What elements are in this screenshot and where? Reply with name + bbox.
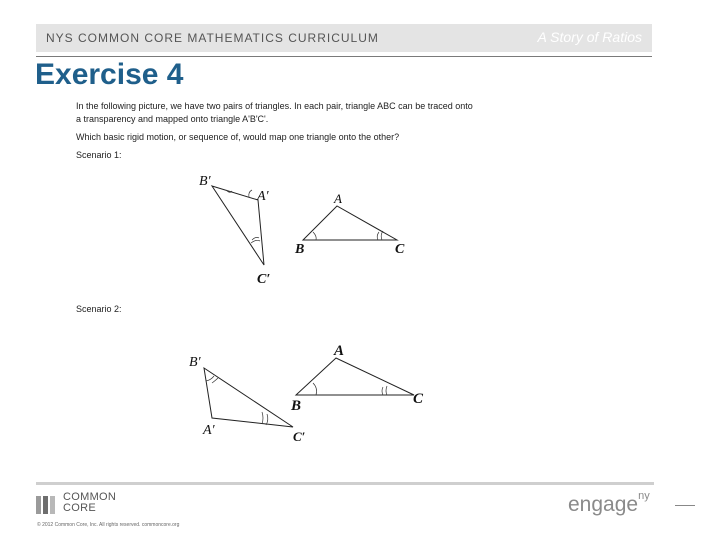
logo-line-2: CORE	[63, 502, 96, 514]
copyright-notice: © 2012 Common Core, Inc. All rights reserved. commoncore.org	[37, 522, 180, 528]
engage-sup: ny	[638, 490, 650, 502]
label-a-prime-2: A′	[203, 423, 215, 438]
scenario-2-label: Scenario 2:	[76, 304, 122, 314]
instruction-line-3: Which basic rigid motion, or sequence of, would map one triangle onto the other?	[76, 132, 400, 142]
engage-text: engage	[568, 493, 639, 516]
common-core-logo-text	[63, 492, 116, 514]
label-c-prime-2: C′	[293, 429, 306, 444]
label-c-prime-1: C′	[257, 272, 271, 287]
label-a-prime-1: A′	[257, 189, 269, 204]
logo-line-1: COMMON	[63, 491, 117, 503]
scenario-1-label: Scenario 1:	[76, 150, 122, 160]
scenario-2-triangle-prime	[204, 368, 293, 427]
instruction-line-1: In the following picture, we have two pairs of triangles. In each pair, triangle ABC can be traced onto	[76, 101, 473, 111]
exercise-title: Exercise 4	[35, 58, 184, 91]
label-b-1: B	[295, 242, 305, 257]
footer-dash	[675, 505, 695, 506]
instruction-line-2: a transparency and mapped onto triangle A'B'C'.	[76, 114, 269, 124]
label-a-2: A	[334, 343, 345, 359]
scenario-1-triangle	[303, 206, 397, 240]
label-a-1: A	[334, 191, 342, 206]
series-title: A Story of Ratios	[537, 29, 642, 45]
common-core-logo-icon	[36, 494, 60, 516]
label-c-1: C	[395, 242, 405, 257]
curriculum-title: NYS COMMON CORE MATHEMATICS CURRICULUM	[46, 31, 379, 45]
scenario-2-triangle	[296, 358, 414, 395]
engageny-logo	[568, 490, 650, 517]
label-b-2: B	[291, 398, 302, 414]
label-c-2: C	[413, 391, 424, 407]
footer-divider	[36, 482, 654, 485]
label-b-prime-1: B′	[199, 174, 211, 189]
label-b-prime-2: B′	[189, 355, 201, 370]
